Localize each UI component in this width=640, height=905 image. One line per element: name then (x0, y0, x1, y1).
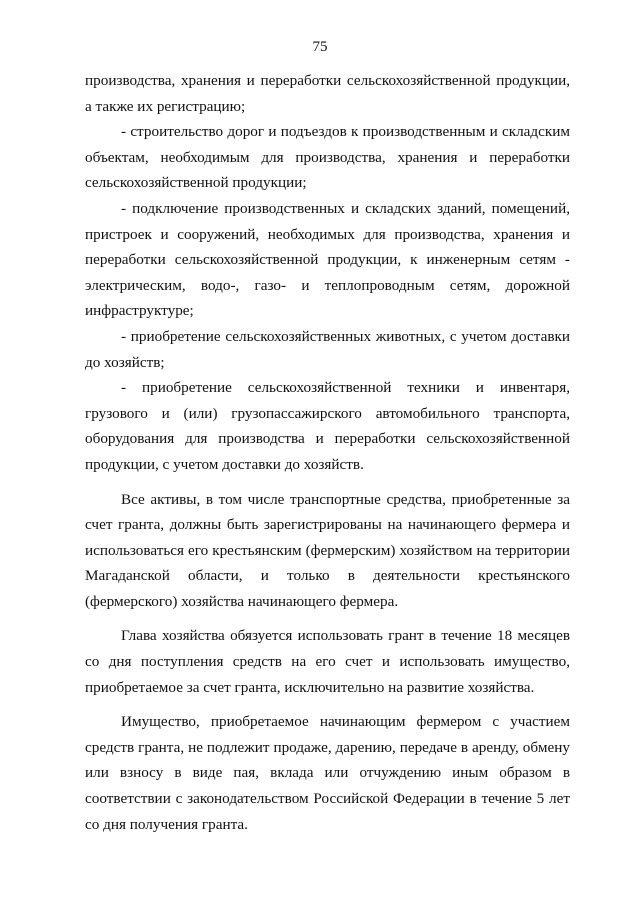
paragraph: - строительство дорог и подъездов к производственным и складским объектам, необходимым для производства, хранения и переработки сельскохозяйственной продукции; (85, 123, 570, 192)
paragraph: производства, хранения и переработки сельскохозяйственной продукции, а также их регистрацию; (85, 72, 570, 115)
paragraph: - приобретение сельскохозяйственных животных, с учетом доставки до хозяйств; (85, 327, 570, 371)
document-body (85, 68, 570, 837)
paragraph: Глава хозяйства обязуется использовать грант в течение 18 месяцев со дня поступления средств на его счет и использовать имущество, приобретаемое за счет гранта, исключительно на развитие хозяйства. (85, 627, 570, 696)
paragraph: Имущество, приобретаемое начинающим фермером с участием средств гранта, не подлежит продаже, дарению, передаче в аренду, обмену или взносу в виде пая, вклада или отчуждению иным образом в соответствии с законодательством Российской Федерации в течение 5 лет со дня получения гранта. (85, 713, 570, 833)
paragraph: - приобретение сельскохозяйственной техники и инвентаря, грузового и (или) грузопассажирского автомобильного транспорта, оборудования для производства и переработки сельскохозяйственной продукции, с учетом доставки до хозяйств. (85, 379, 570, 473)
page-number: 75 (312, 39, 328, 55)
paragraph: Все активы, в том числе транспортные средства, приобретенные за счет гранта, должны быть зарегистрированы на начинающего фермера и использоваться его крестьянским (фермерским) хозяйством на территории Магаданской области, и только в деятельности крестьянского (фермерского) хозяйства начинающего фермера. (85, 490, 570, 610)
paragraph: - подключение производственных и складских зданий, помещений, пристроек и сооружений, необходимых для производства, хранения и переработки сельскохозяйственной продукции, к инженерным сетям - электрическим, водо-, газо- и теплопроводным сетям, дорожной инфраструктуре; (85, 199, 570, 320)
